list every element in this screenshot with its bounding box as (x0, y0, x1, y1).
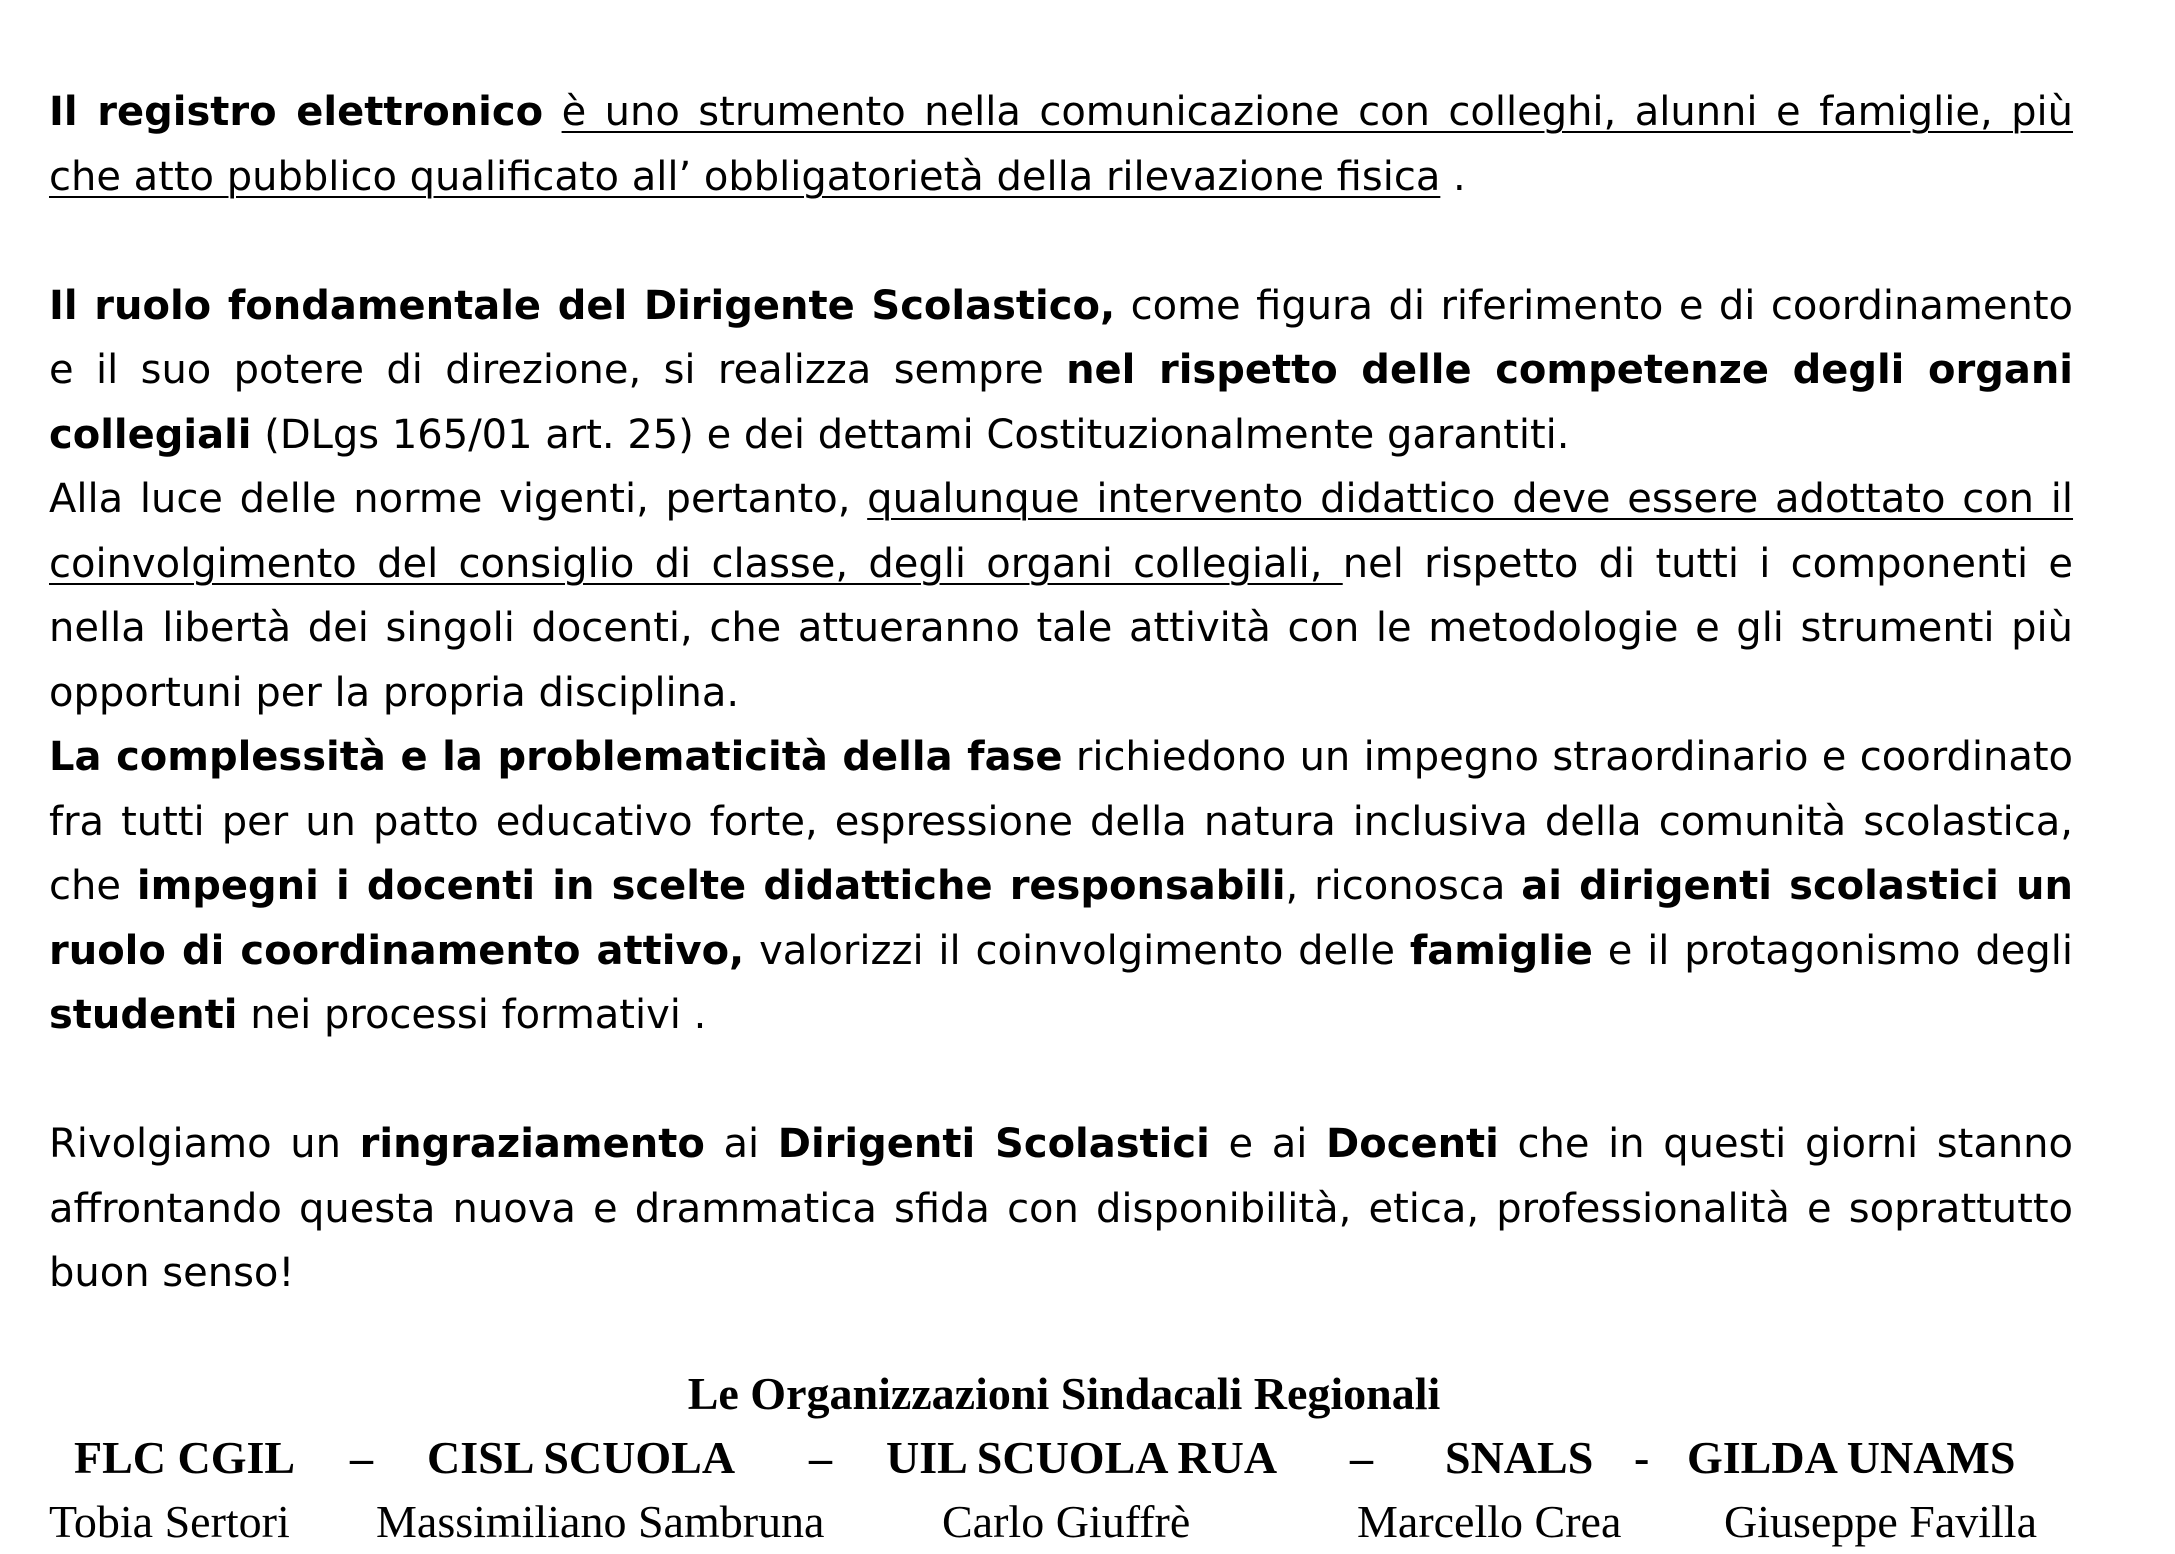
text-run: valorizzi il coinvolgimento delle (744, 927, 1410, 974)
bold-text: ringraziamento (359, 1121, 705, 1167)
text-run: che in questi giorni stanno affrontando questa nuova e drammatica sfida con disponibilità, etica, professionalità e soprattutto buon senso! (49, 1121, 2074, 1296)
text-run: Alla luce delle norme vigenti, pertanto, (49, 476, 868, 522)
bold-text: Docenti (1326, 1121, 1499, 1167)
paragraph-norme (49, 467, 2073, 725)
text-run: come figura di riferimento e di coordinamento e il suo potere di direzione, si realizza sempre (49, 282, 2073, 393)
paragraph-ringraziamento (49, 1112, 2073, 1306)
bold-text: famiglie (1409, 927, 1593, 974)
signatory-name: Massimiliano Sambruna (376, 1496, 825, 1547)
paragraph-dirigente (49, 274, 2073, 468)
union-list (49, 1426, 2073, 1490)
text-run: , riconosca (1285, 863, 1522, 909)
union-name: CISL SCUOLA (427, 1432, 736, 1483)
text-run: richiedono un impegno straordinario e coordinato fra tutti per un patto educativo forte, espressione della natura inclusiva della comunità scolastica, che (49, 734, 2073, 909)
document-body (49, 80, 2073, 1306)
union-name: FLC CGIL (74, 1432, 296, 1483)
union-name: UIL SCUOLA RUA (886, 1432, 1278, 1483)
text-run (543, 89, 561, 135)
bold-text: impegni i docenti in scelte didattiche responsabili (136, 863, 1286, 909)
text-run: nel rispetto di tutti i componenti e nella libertà dei singoli docenti, che attueranno tale attività con le metodologie e gli strumenti più opportuni per la propria disciplina. (49, 540, 2073, 716)
text-run: e ai (1209, 1121, 1327, 1167)
union-name: GILDA UNAMS (1687, 1432, 2016, 1483)
signatory-name: Giuseppe Favilla (1724, 1496, 2037, 1547)
underlined-text: è uno strumento nella comunicazione con colleghi, alunni e famiglie, più che atto pubblico qualificato all’ obbligatorietà della rilevazione fisica (49, 89, 2074, 200)
text-run: . (1440, 153, 1466, 200)
union-separator: – (350, 1432, 373, 1483)
paragraph-complessita (49, 725, 2073, 1048)
text-run: nei processi formativi . (237, 992, 707, 1038)
bold-text: La complessità e la problematicità della fase (49, 734, 1063, 780)
text-run: (DLgs 165/01 art. 25) e dei dettami Costituzionalmente garantiti. (251, 411, 1570, 458)
union-name: SNALS (1445, 1432, 1594, 1483)
bold-text: ai dirigenti scolastici un ruolo di coordinamento attivo, (49, 863, 2073, 974)
bold-text: nel rispetto delle competenze degli organi collegiali (49, 347, 2074, 458)
text-run: ai (704, 1121, 778, 1167)
text-run: Rivolgiamo un (49, 1121, 360, 1167)
signature-title: Le Organizzazioni Sindacali Regionali (687, 1368, 1441, 1419)
bold-text: studenti (49, 992, 238, 1038)
signatory-list (49, 1490, 2073, 1554)
bold-text: Il registro elettronico (49, 89, 544, 135)
paragraph-registro (49, 80, 2073, 209)
bold-text: Il ruolo fondamentale del Dirigente Scolastico, (49, 282, 1116, 329)
signatory-name: Tobia Sertori (49, 1496, 290, 1547)
signatory-name: Marcello Crea (1357, 1496, 1622, 1547)
signatory-name: Carlo Giuffrè (942, 1496, 1191, 1547)
signature-block (49, 1362, 2073, 1554)
text-run: e il protagonismo degli (1592, 927, 2074, 974)
union-separator: – (1350, 1432, 1373, 1483)
union-separator: - (1634, 1432, 1650, 1483)
bold-text: Dirigenti Scolastici (777, 1121, 1210, 1167)
union-separator: – (809, 1432, 832, 1483)
underlined-text: qualunque intervento didattico deve essere adottato con il coinvolgimento del consiglio di classe, degli organi collegiali, (49, 476, 2074, 587)
